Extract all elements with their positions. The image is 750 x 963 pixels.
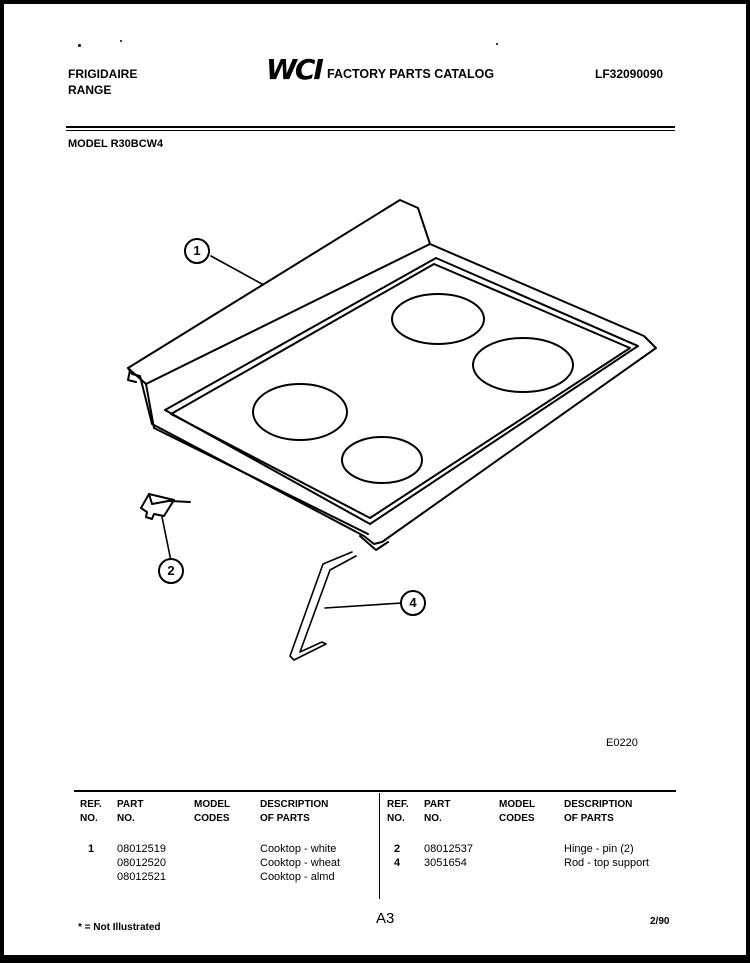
not-illustrated-note: * = Not Illustrated bbox=[78, 922, 161, 933]
left-part-header: PART NO. bbox=[117, 799, 144, 824]
catalog-page bbox=[4, 4, 746, 955]
drawing-code: E0220 bbox=[606, 737, 638, 749]
left-descriptions: Cooktop - white Cooktop - wheat Cooktop - almd bbox=[260, 843, 341, 883]
logo-text: WCI bbox=[266, 53, 322, 86]
left-model-header: MODEL CODES bbox=[194, 799, 231, 824]
hinge-pin-drawing bbox=[141, 494, 190, 519]
catalog-title: FACTORY PARTS CATALOG bbox=[327, 67, 495, 81]
right-descriptions: Hinge - pin (2) Rod - top support bbox=[564, 843, 649, 869]
catalog-number: LF32090090 bbox=[595, 67, 664, 81]
table-top-rule bbox=[74, 790, 676, 792]
right-ref-header: REF. NO. bbox=[387, 799, 409, 824]
model-label: MODEL R30BCW4 bbox=[68, 138, 164, 150]
right-model-header: MODEL CODES bbox=[499, 799, 536, 824]
right-ref-numbers: 2 4 bbox=[394, 843, 401, 869]
right-part-numbers: 08012537 3051654 bbox=[424, 843, 473, 869]
callout-2: 2 bbox=[167, 563, 175, 578]
left-desc-header: DESCRIPTION OF PARTS bbox=[260, 799, 329, 824]
left-part-numbers: 08012519 08012520 08012521 bbox=[117, 843, 166, 883]
callout-1: 1 bbox=[193, 243, 201, 258]
product-type: RANGE bbox=[68, 83, 112, 97]
parts-diagram bbox=[4, 4, 746, 704]
brand-name: FRIGIDAIRE bbox=[68, 67, 138, 81]
revision-date: 2/90 bbox=[650, 916, 670, 927]
right-desc-header: DESCRIPTION OF PARTS bbox=[564, 799, 633, 824]
callout-4: 4 bbox=[409, 595, 417, 610]
right-part-header: PART NO. bbox=[424, 799, 451, 824]
table-divider bbox=[379, 793, 380, 899]
left-ref-header: REF. NO. bbox=[80, 799, 102, 824]
left-ref-number: 1 bbox=[88, 843, 95, 855]
page-number: A3 bbox=[376, 910, 395, 927]
